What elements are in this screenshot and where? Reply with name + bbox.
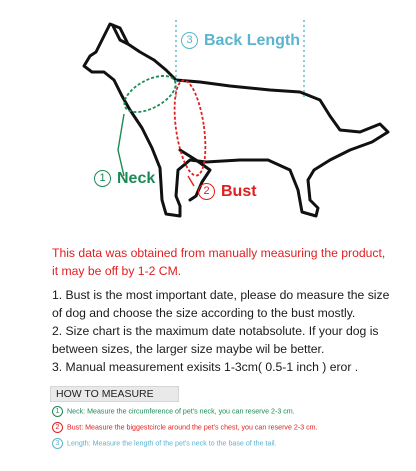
measure-step-neck <box>52 406 295 417</box>
bust-pointer <box>188 176 194 186</box>
measure-step-bust <box>52 422 318 433</box>
notes-list <box>52 286 392 376</box>
note-item: 3. Manual measurement exisits 1-3cm( 0.5-1 inch ) eror . <box>52 360 359 374</box>
bust-number: 2 <box>198 183 215 200</box>
back-length-label <box>181 32 300 50</box>
neck-text: Neck <box>117 170 156 187</box>
step-number: 2 <box>52 422 63 433</box>
back-length-text: Back Length <box>204 32 301 49</box>
note-item: 2. Size chart is the maximum date notabsolute. If your dog is between sizes, the larger size maybe wil be better. <box>52 324 379 356</box>
bust-label <box>198 183 257 201</box>
step-text: Neck: Measure the circumference of pet's neck, you can reserve 2-3 cm. <box>67 407 295 416</box>
bust-loop <box>169 79 210 178</box>
neck-label <box>94 170 155 188</box>
step-number: 3 <box>52 438 63 449</box>
step-text: Bust: Measure the biggestcircle around the pet's chest, you can reserve 2-3 cm. <box>67 423 318 432</box>
back-length-number: 3 <box>181 32 198 49</box>
step-number: 1 <box>52 406 63 417</box>
bust-text: Bust <box>221 183 257 200</box>
neck-pointer <box>118 114 124 176</box>
how-to-measure-title: HOW TO MEASURE <box>50 386 179 402</box>
note-item: 1. Bust is the most important date, please do measure the size of dog and choose the size according to the bust mostly. <box>52 288 390 320</box>
measure-step-length <box>52 438 277 449</box>
step-text: Length: Measure the length of the pet's neck to the base of the tail. <box>67 439 277 448</box>
measurement-notice: This data was obtained from manually measuring the product, it may be off by 1-2 CM. <box>52 246 386 278</box>
neck-number: 1 <box>94 170 111 187</box>
